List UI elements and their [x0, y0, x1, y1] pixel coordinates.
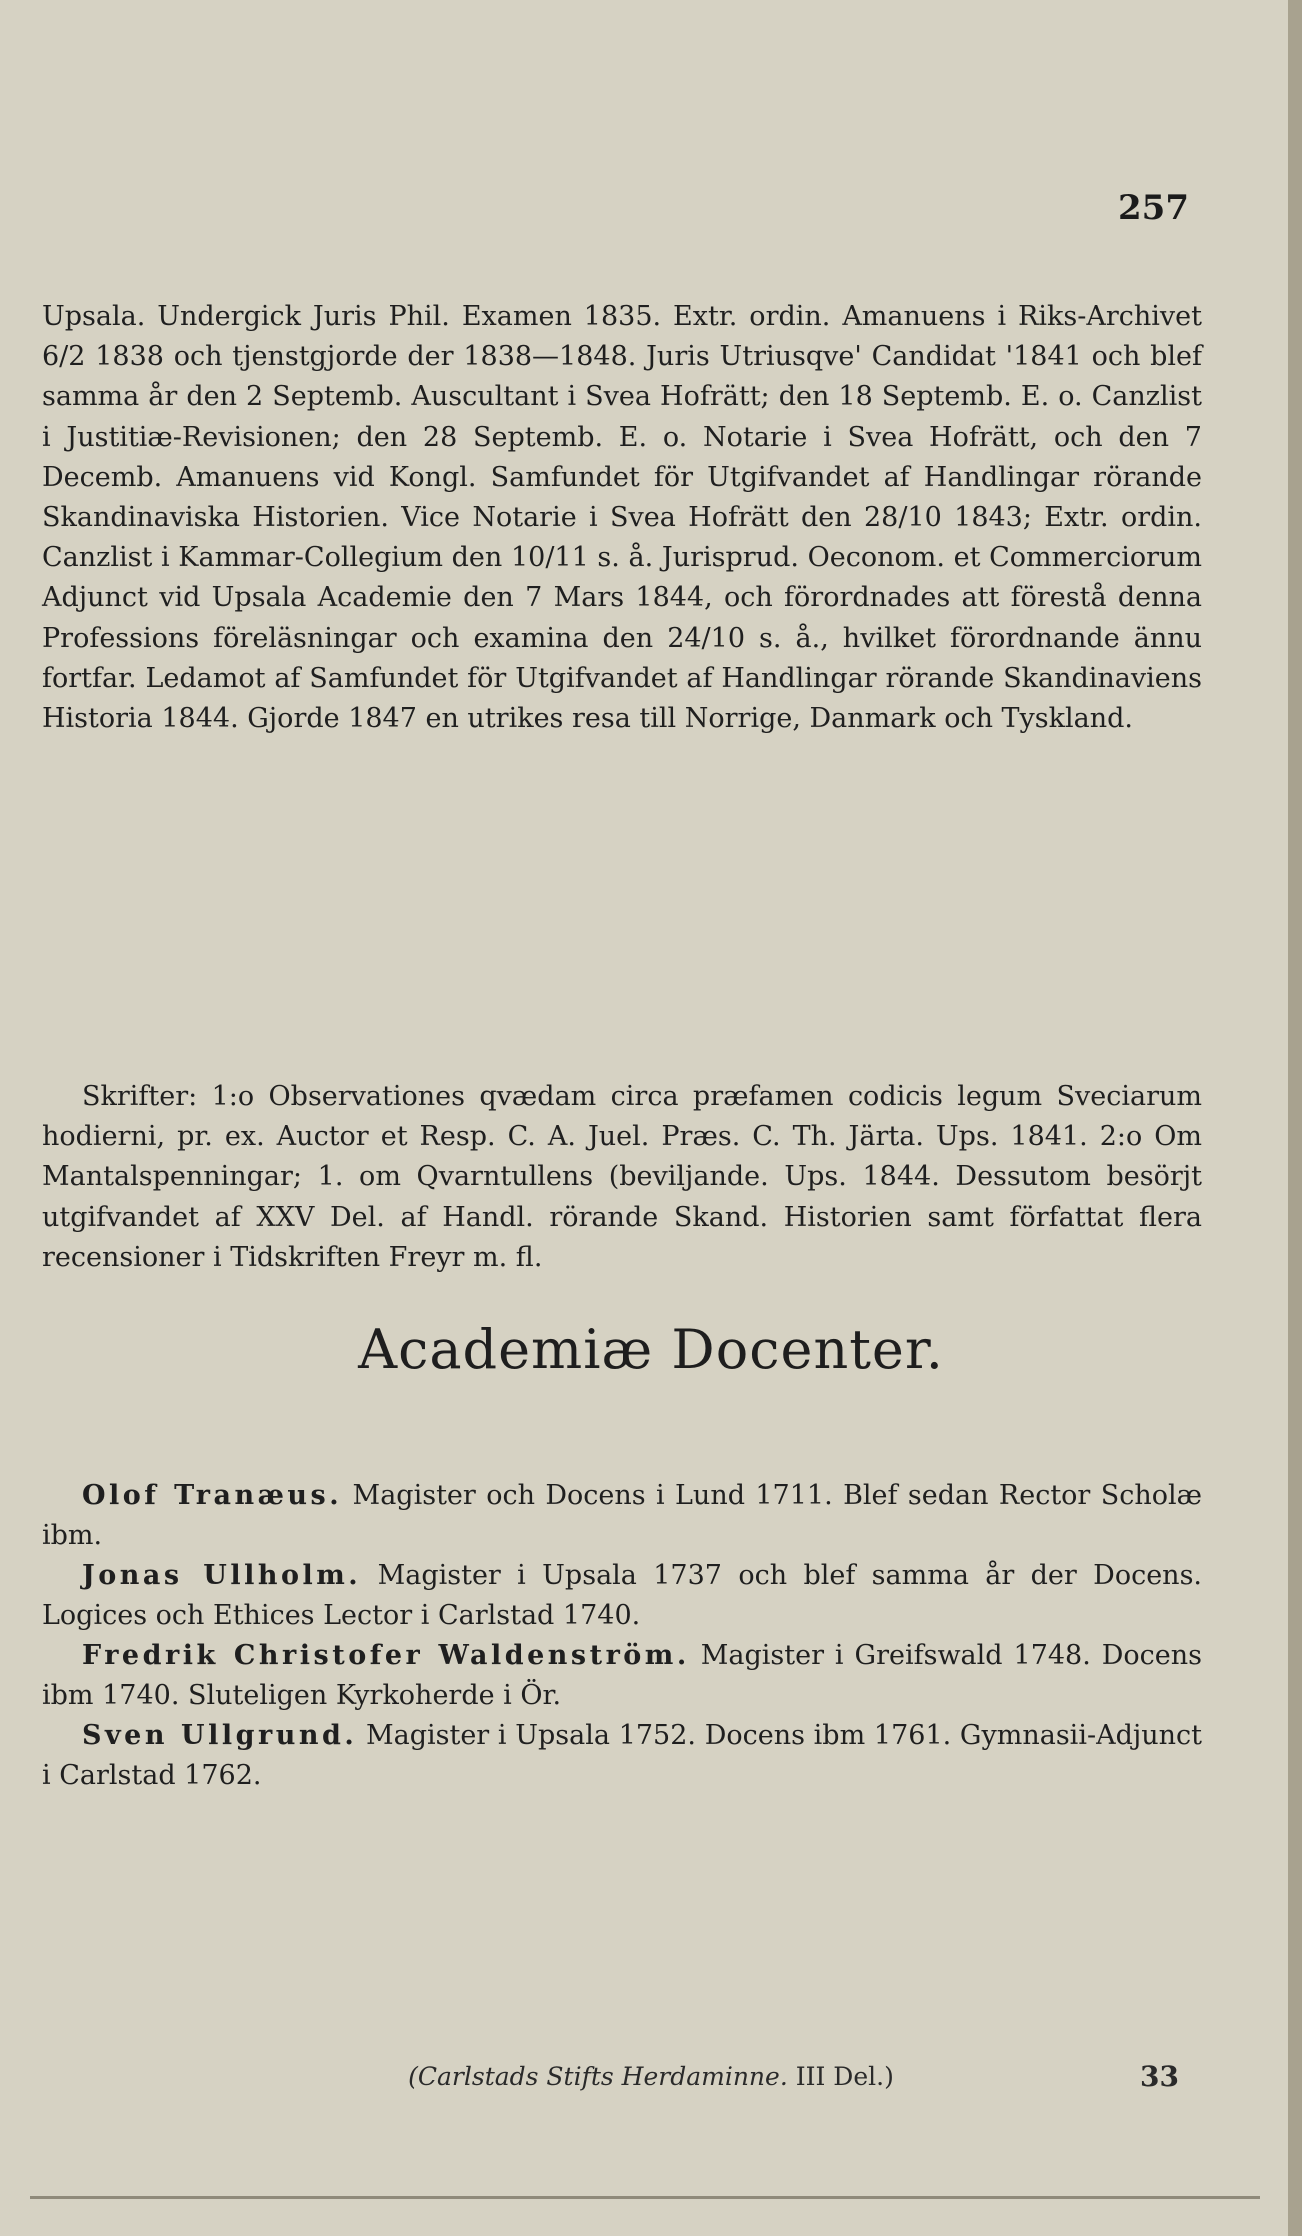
entry-text: Magister i Upsala 1737 och blef samma år der Docens. Logices och Ethices Lector i Carlstad 1740. — [42, 1560, 1203, 1631]
signature-mark: 33 — [1140, 2060, 1179, 2093]
entry-text: Magister i Upsala 1752. Docens ibm 1761. Gymnasii-Adjunct i Carlstad 1762. — [42, 1720, 1202, 1791]
bottom-rule — [30, 2196, 1260, 2199]
list-item — [42, 1716, 1202, 1796]
biography-paragraph-2: Skrifter: 1:o Observationes qvædam circa præfamen codicis legum Sveciarum hodierni, pr. ex. Auctor et Resp. C. A. Juel. Præs. C. Th. Järta. Ups. 1841. 2:o Om Mantalspenningar; 1. om Qvarntullens (beviljande. Ups. 1844. Dessutom besörjt utgifvandet af XXV Del. af Handl. rörande Skand. Historien samt författat flera recensioner i Tidskriften Freyr m. fl. — [42, 1081, 1202, 1273]
page-footer — [0, 2062, 1302, 2091]
footer-volume: III Del.) — [795, 2062, 894, 2091]
list-item — [42, 1556, 1202, 1636]
entry-text: Magister i Greifswald 1748. Docens ibm 1740. Sluteligen Kyrkoherde i Ör. — [42, 1640, 1202, 1711]
biography-paragraph-1: Upsala. Undergick Juris Phil. Examen 1835. Extr. ordin. Amanuens i Riks-Archivet 6/2 1838 och tjenstgjorde der 1838—1848. Juris Utriusqve' Candidat '1841 och blef samma år den 2 Septemb. Auscultant i Svea Hofrätt; den 18 Septemb. E. o. Canzlist i Justitiæ-Revisionen; den 28 Septemb. E. o. Notarie i Svea Hofrätt, och den 7 Decemb. Amanuens vid Kongl. Samfundet för Utgifvandet af Handlingar rörande Skandinaviska Historien. Vice Notarie i Svea Hofrätt den 28/10 1843; Extr. ordin. Canzlist i Kammar-Collegium den 10/11 s. å. Jurisprud. Oeconom. et Commerciorum Adjunct vid Upsala Academie den 7 Mars 1844, och förordnades att förestå denna Professions föreläsningar och examina den 24/10 s. å., hvilket förordnande ännu fortfar. Ledamot af Samfundet för Utgifvandet af Handlingar rörande Skandinaviens Historia 1844. Gjorde 1847 en utrikes resa till Norrige, Danmark och Tyskland. — [42, 301, 1202, 735]
footer-citation: (Carlstads Stifts Herdaminne. — [408, 2062, 788, 2091]
page-number: 257 — [1118, 188, 1189, 228]
list-item — [42, 1636, 1202, 1716]
entry-name: Jonas Ullholm. — [82, 1560, 362, 1591]
list-item — [42, 1476, 1202, 1556]
entry-text: Magister och Docens i Lund 1711. Blef sedan Rector Scholæ ibm. — [42, 1480, 1202, 1551]
section-heading: Academiæ Docenter. — [358, 1318, 944, 1381]
entry-name: Olof Tranæus. — [82, 1480, 343, 1511]
entry-name: Sven Ullgrund. — [82, 1720, 358, 1751]
entry-name: Fredrik Christofer Waldenström. — [82, 1640, 690, 1671]
docenter-list — [42, 1476, 1202, 1796]
page-edge-shadow — [1288, 0, 1302, 2236]
